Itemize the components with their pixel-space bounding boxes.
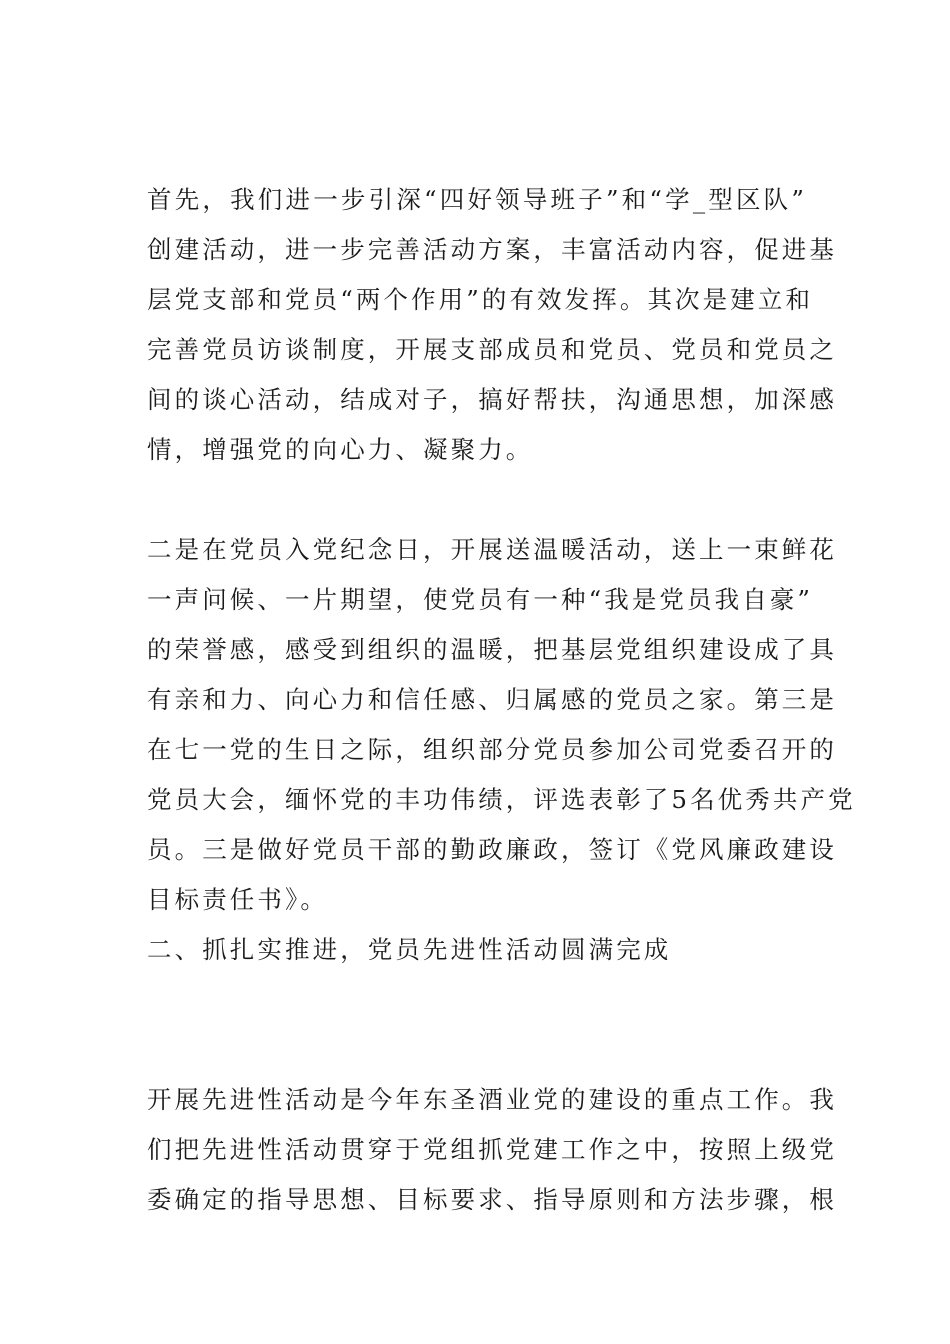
heading-text: 二、抓扎实推进，党员先进性活动圆满完成	[147, 935, 672, 964]
text-line: 员。三是做好党员干部的勤政廉政，签订《党风廉政建设	[147, 835, 837, 864]
text-line: 一声问候、一片期望，使党员有一种“我是党员我自豪”	[147, 585, 814, 614]
text-line: 间的谈心活动，结成对子，搞好帮扶，沟通思想，加深感	[147, 385, 837, 414]
text-line: 创建活动，进一步完善活动方案，丰富活动内容，促进基	[147, 235, 837, 264]
text-line: 们把先进性活动贯穿于党组抓党建工作之中，按照上级党	[147, 1135, 837, 1164]
text-line: 在七一党的生日之际，组织部分党员参加公司党委召开的	[147, 735, 837, 764]
text-line: 有亲和力、向心力和信任感、归属感的党员之家。第三是	[147, 685, 837, 714]
text-line: 目标责任书》。	[147, 885, 328, 914]
text-line: 二是在党员入党纪念日，开展送温暖活动，送上一束鲜花	[147, 535, 837, 564]
text-line: 首先，我们进一步引深“四好领导班子”和“学_型区队”	[147, 185, 807, 214]
section-heading	[147, 925, 807, 975]
paragraph-second	[147, 525, 856, 925]
text-line: 委确定的指导思想、目标要求、指导原则和方法步骤，根	[147, 1185, 837, 1214]
text-line: 党员大会，缅怀党的丰功伟绩，评选表彰了5名优秀共产党	[147, 785, 856, 814]
text-line: 完善党员访谈制度，开展支部成员和党员、党员和党员之	[147, 335, 837, 364]
text-line: 的荣誉感，感受到组织的温暖，把基层党组织建设成了具	[147, 635, 837, 664]
text-line: 开展先进性活动是今年东圣酒业党的建设的重点工作。我	[147, 1085, 837, 1114]
text-line: 层党支部和党员“两个作用”的有效发挥。其次是建立和	[147, 285, 814, 314]
paragraph-third	[147, 1075, 837, 1225]
paragraph-intro	[147, 175, 837, 475]
text-line: 情，增强党的向心力、凝聚力。	[147, 435, 534, 464]
